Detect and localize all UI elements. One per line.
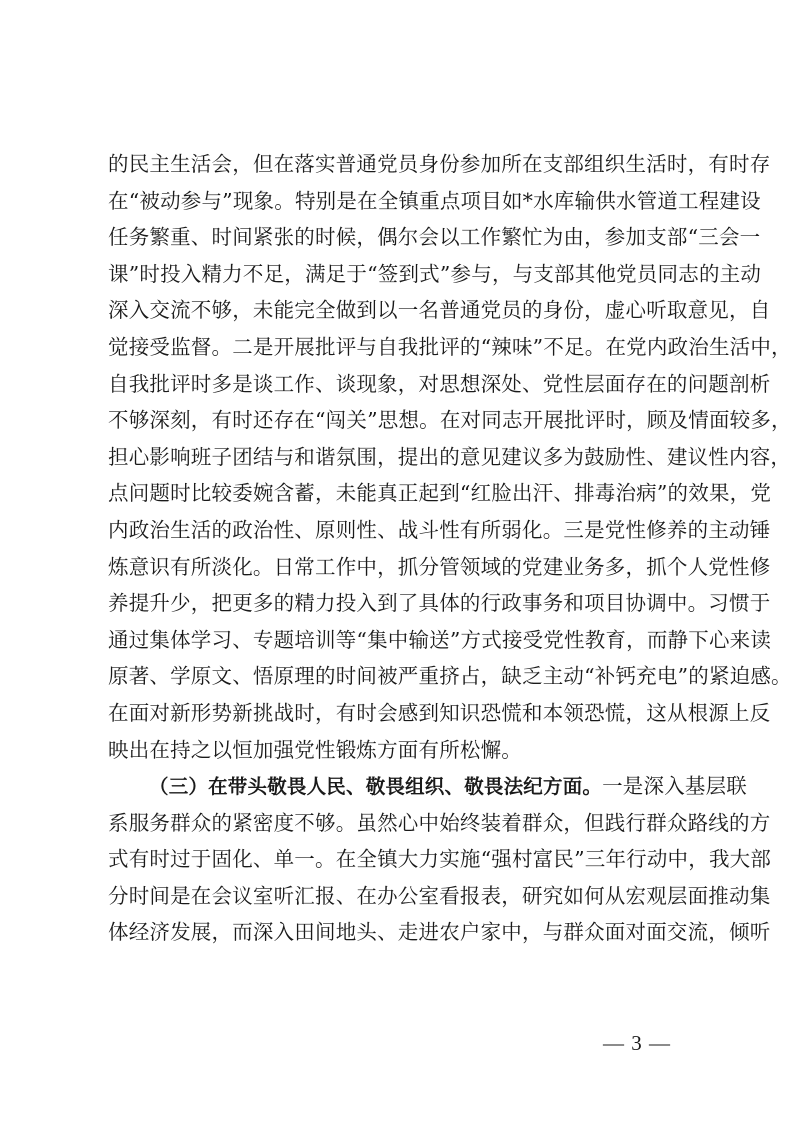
paragraph-respect <box>108 768 772 951</box>
text-line: 在“被动参与”现象。特别是在全镇重点项目如*水库输供水管道工程建设 <box>108 188 761 213</box>
text-line: 的民主生活会，但在落实普通党员身份参加所在支部组织生活时，有时存 <box>108 152 771 176</box>
text-line: 在面对新形势新挑战时，有时会感到知识恐慌和本领恐慌，这从根源上反 <box>108 700 771 725</box>
paragraph-party-life <box>108 146 792 768</box>
text-line: 任务繁重、时间紧张的时候，偶尔会以工作繁忙为由，参加支部“三会一 <box>108 225 761 250</box>
text-line: 不够深刻，有时还存在“闯关”思想。在对同志开展批评时，顾及情面较多， <box>108 408 792 433</box>
text-line: 觉接受监督。二是开展批评与自我批评的“辣味”不足。在党内政治生活中， <box>108 334 792 359</box>
text-run: 一是深入基层联 <box>602 774 748 799</box>
text-line: 系服务群众的紧密度不够。虽然心中始终装着群众，但践行群众路线的方 <box>108 810 771 835</box>
text-line: 养提升少，把更多的精力投入到了具体的行政事务和项目协调中。习惯于 <box>108 591 771 616</box>
text-line: 通过集体学习、专题培训等“集中输送”方式接受党性教育，而静下心来读 <box>108 627 772 652</box>
text-line: 担心影响班子团结与和谐氛围，提出的意见建议多为鼓励性、建议性内容， <box>108 444 792 469</box>
section-heading-line <box>108 768 748 805</box>
text-line: 映出在持之以恒加强党性锻炼方面有所松懈。 <box>108 737 522 762</box>
text-line: 式有时过于固化、单一。在全镇大力实施“强村富民”三年行动中，我大部 <box>108 847 772 872</box>
text-line: 炼意识有所淡化。日常工作中，抓分管领域的党建业务多，抓个人党性修 <box>108 554 771 579</box>
page-number: — 3 — <box>603 1031 671 1055</box>
text-line: 分时间是在会议室听汇报、在办公室看报表，研究如何从宏观层面推动集 <box>108 883 771 908</box>
document-body <box>108 146 792 951</box>
text-line: 课”时投入精力不足，满足于“签到式”参与，与支部其他党员同志的主动 <box>108 261 762 286</box>
text-line: 自我批评时多是谈工作、谈现象，对思想深处、党性层面存在的问题剖析 <box>108 371 771 396</box>
text-line: 深入交流不够，未能完全做到以一名普通党员的身份，虚心听取意见，自 <box>108 298 771 323</box>
text-line: 体经济发展，而深入田间地头、走进农户家中，与群众面对面交流，倾听 <box>108 920 771 945</box>
section-heading: （三）在带头敬畏人民、敬畏组织、敬畏法纪方面。 <box>149 775 603 799</box>
text-line: 点问题时比较委婉含蓄，未能真正起到“红脸出汗、排毒治病”的效果，党 <box>108 481 772 506</box>
text-line: 原著、学原文、悟原理的时间被严重挤占，缺乏主动“补钙充电”的紧迫感。 <box>108 664 792 689</box>
text-line: 内政治生活的政治性、原则性、战斗性有所弱化。三是党性修养的主动锤 <box>108 517 771 542</box>
